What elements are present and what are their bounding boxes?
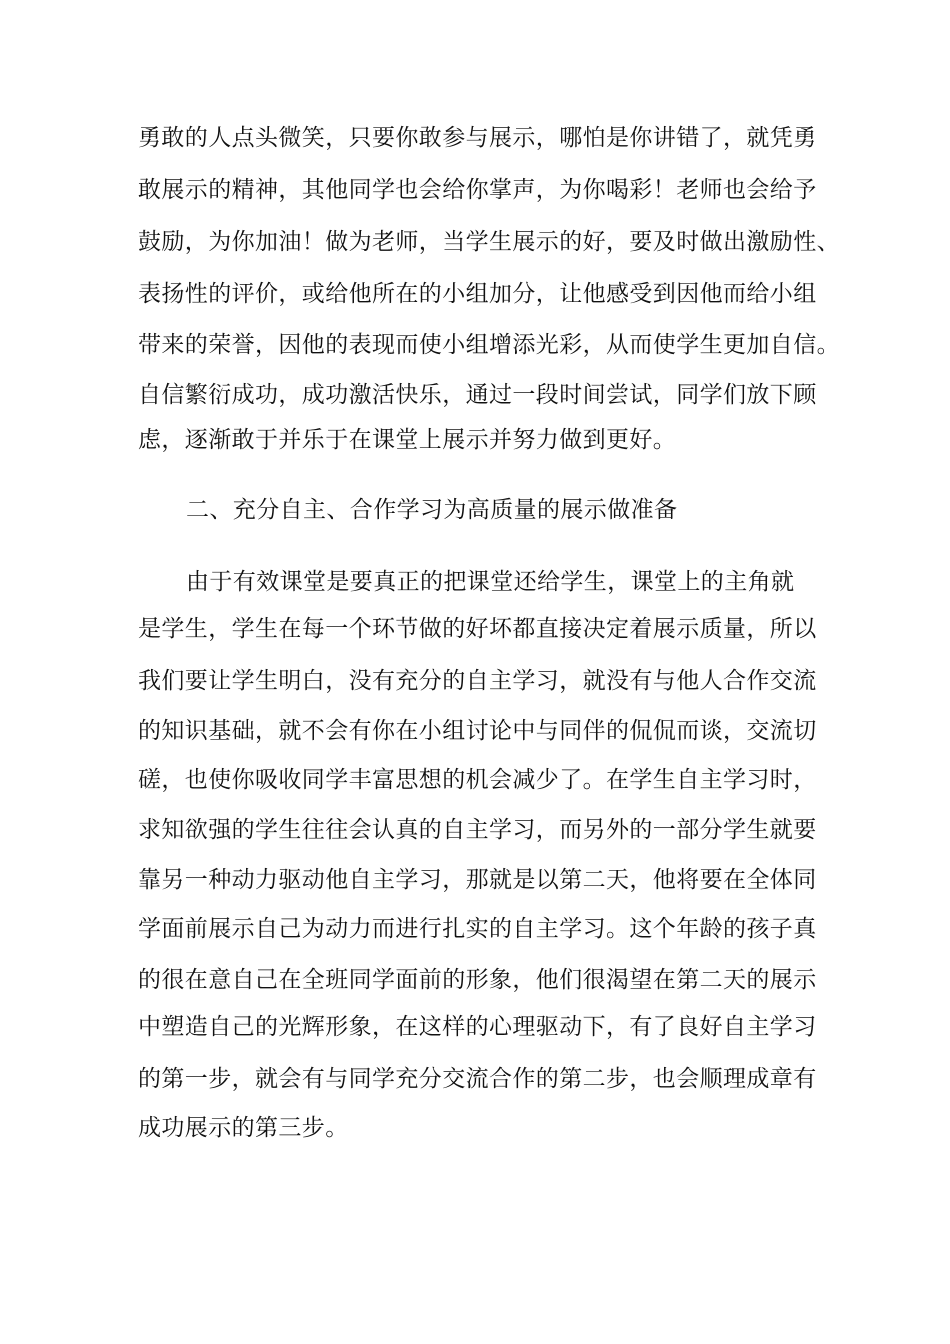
paragraph-2-line-12: 成功展示的第三步。	[138, 1115, 349, 1141]
paragraph-2-line-9: 的很在意自己在全班同学面前的形象，他们很渴望在第二天的展示	[138, 967, 817, 993]
paragraph-1-line-5: 带来的荣誉，因他的表现而使小组增添光彩，从而使学生更加自信。	[138, 332, 840, 358]
paragraph-2-line-10: 中塑造自己的光辉形象，在这样的心理驱动下，有了良好自主学习	[138, 1014, 817, 1040]
paragraph-2-line-2: 是学生，学生在每一个环节做的好坏都直接决定着展示质量，所以	[138, 616, 817, 642]
paragraph-2-line-7: 靠另一种动力驱动他自主学习，那就是以第二天，他将要在全体同	[138, 867, 817, 893]
paragraph-1-line-3: 鼓励，为你加油！做为老师，当学生展示的好，要及时做出激励性、	[138, 229, 840, 255]
paragraph-2-line-3: 我们要让学生明白，没有充分的自主学习，就没有与他人合作交流	[138, 668, 817, 694]
paragraph-2-line-5: 磋，也使你吸收同学丰富思想的机会减少了。在学生自主学习时，	[138, 767, 817, 793]
paragraph-1-line-1: 勇敢的人点头微笑，只要你敢参与展示，哪怕是你讲错了，就凭勇	[138, 125, 817, 151]
paragraph-2-line-1: 由于有效课堂是要真正的把课堂还给学生，课堂上的主角就	[186, 569, 795, 595]
section-heading: 二、充分自主、合作学习为高质量的展示做准备	[186, 497, 678, 523]
paragraph-1-line-7: 虑，逐渐敢于并乐于在课堂上展示并努力做到更好。	[138, 427, 677, 453]
paragraph-2-line-6: 求知欲强的学生往往会认真的自主学习，而另外的一部分学生就要	[138, 817, 817, 843]
paragraph-1-line-4: 表扬性的评价，或给他所在的小组加分，让他感受到因他而给小组	[138, 281, 817, 307]
paragraph-2-line-11: 的第一步，就会有与同学充分交流合作的第二步，也会顺理成章有	[138, 1066, 817, 1092]
paragraph-1-line-2: 敢展示的精神，其他同学也会给你掌声，为你喝彩！老师也会给予	[138, 177, 817, 203]
paragraph-2-line-8: 学面前展示自己为动力而进行扎实的自主学习。这个年龄的孩子真	[138, 916, 817, 942]
paragraph-1-line-6: 自信繁衍成功，成功激活快乐，通过一段时间尝试，同学们放下顾	[138, 382, 817, 408]
paragraph-2-line-4: 的知识基础，就不会有你在小组讨论中与同伴的侃侃而谈，交流切	[138, 718, 817, 744]
